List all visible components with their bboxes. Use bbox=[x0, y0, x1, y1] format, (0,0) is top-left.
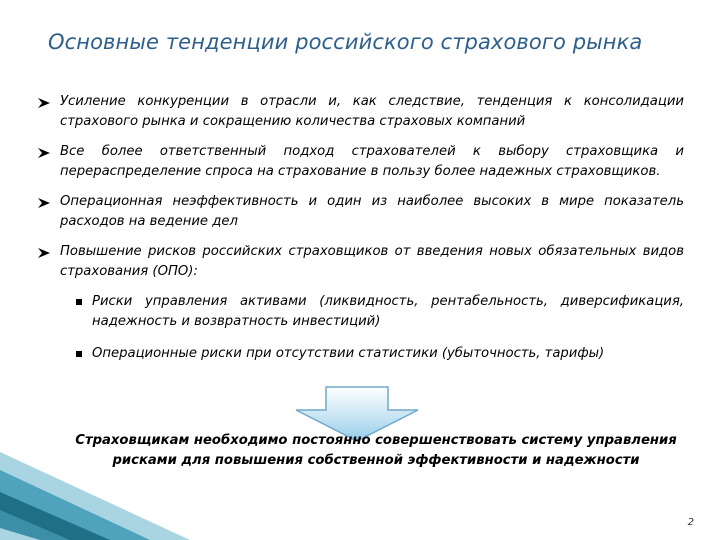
bullet-text: Повышение рисков российских страховщиков от введения новых обязательных видов страхования (ОПО): bbox=[60, 244, 684, 279]
sub-bullet-text: Риски управления активами (ликвидность, рентабельность, диверсификация, надежность и возвратность инвестиций) bbox=[92, 294, 684, 329]
arrowhead-bullet-icon bbox=[38, 98, 50, 108]
sub-bullet-item bbox=[36, 344, 684, 364]
bullet-item bbox=[36, 192, 684, 232]
arrowhead-bullet-icon bbox=[38, 148, 50, 158]
slide-title: Основные тенденции российского страхового рынка bbox=[48, 30, 643, 54]
sub-bullet-text: Операционные риски при отсутствии статистики (убыточность, тарифы) bbox=[92, 346, 605, 361]
bullet-item bbox=[36, 142, 684, 182]
arrowhead-bullet-icon bbox=[38, 248, 50, 258]
arrowhead-bullet-icon bbox=[38, 198, 50, 208]
bullet-list bbox=[36, 92, 684, 376]
bullet-text: Все более ответственный подход страхователей к выбору страховщика и перераспределение спроса на страхование в пользу более надежных страховщиков. bbox=[60, 144, 684, 179]
bullet-text: Усиление конкуренции в отрасли и, как следствие, тенденция к консолидации страхового рынка и сокращению количества страховых компаний bbox=[60, 94, 684, 129]
square-bullet-icon bbox=[76, 299, 82, 305]
page-number: 2 bbox=[687, 517, 694, 528]
conclusion-text: Страховщикам необходимо постоянно совершенствовать систему управления рисками для повышения собственной эффективности и надежности bbox=[75, 433, 677, 468]
bullet-text: Операционная неэффективность и один из наиболее высоких в мире показатель расходов на ведение дел bbox=[60, 194, 684, 229]
bullet-item bbox=[36, 242, 684, 282]
square-bullet-icon bbox=[76, 351, 82, 357]
sub-bullet-item bbox=[36, 292, 684, 332]
bullet-item bbox=[36, 92, 684, 132]
